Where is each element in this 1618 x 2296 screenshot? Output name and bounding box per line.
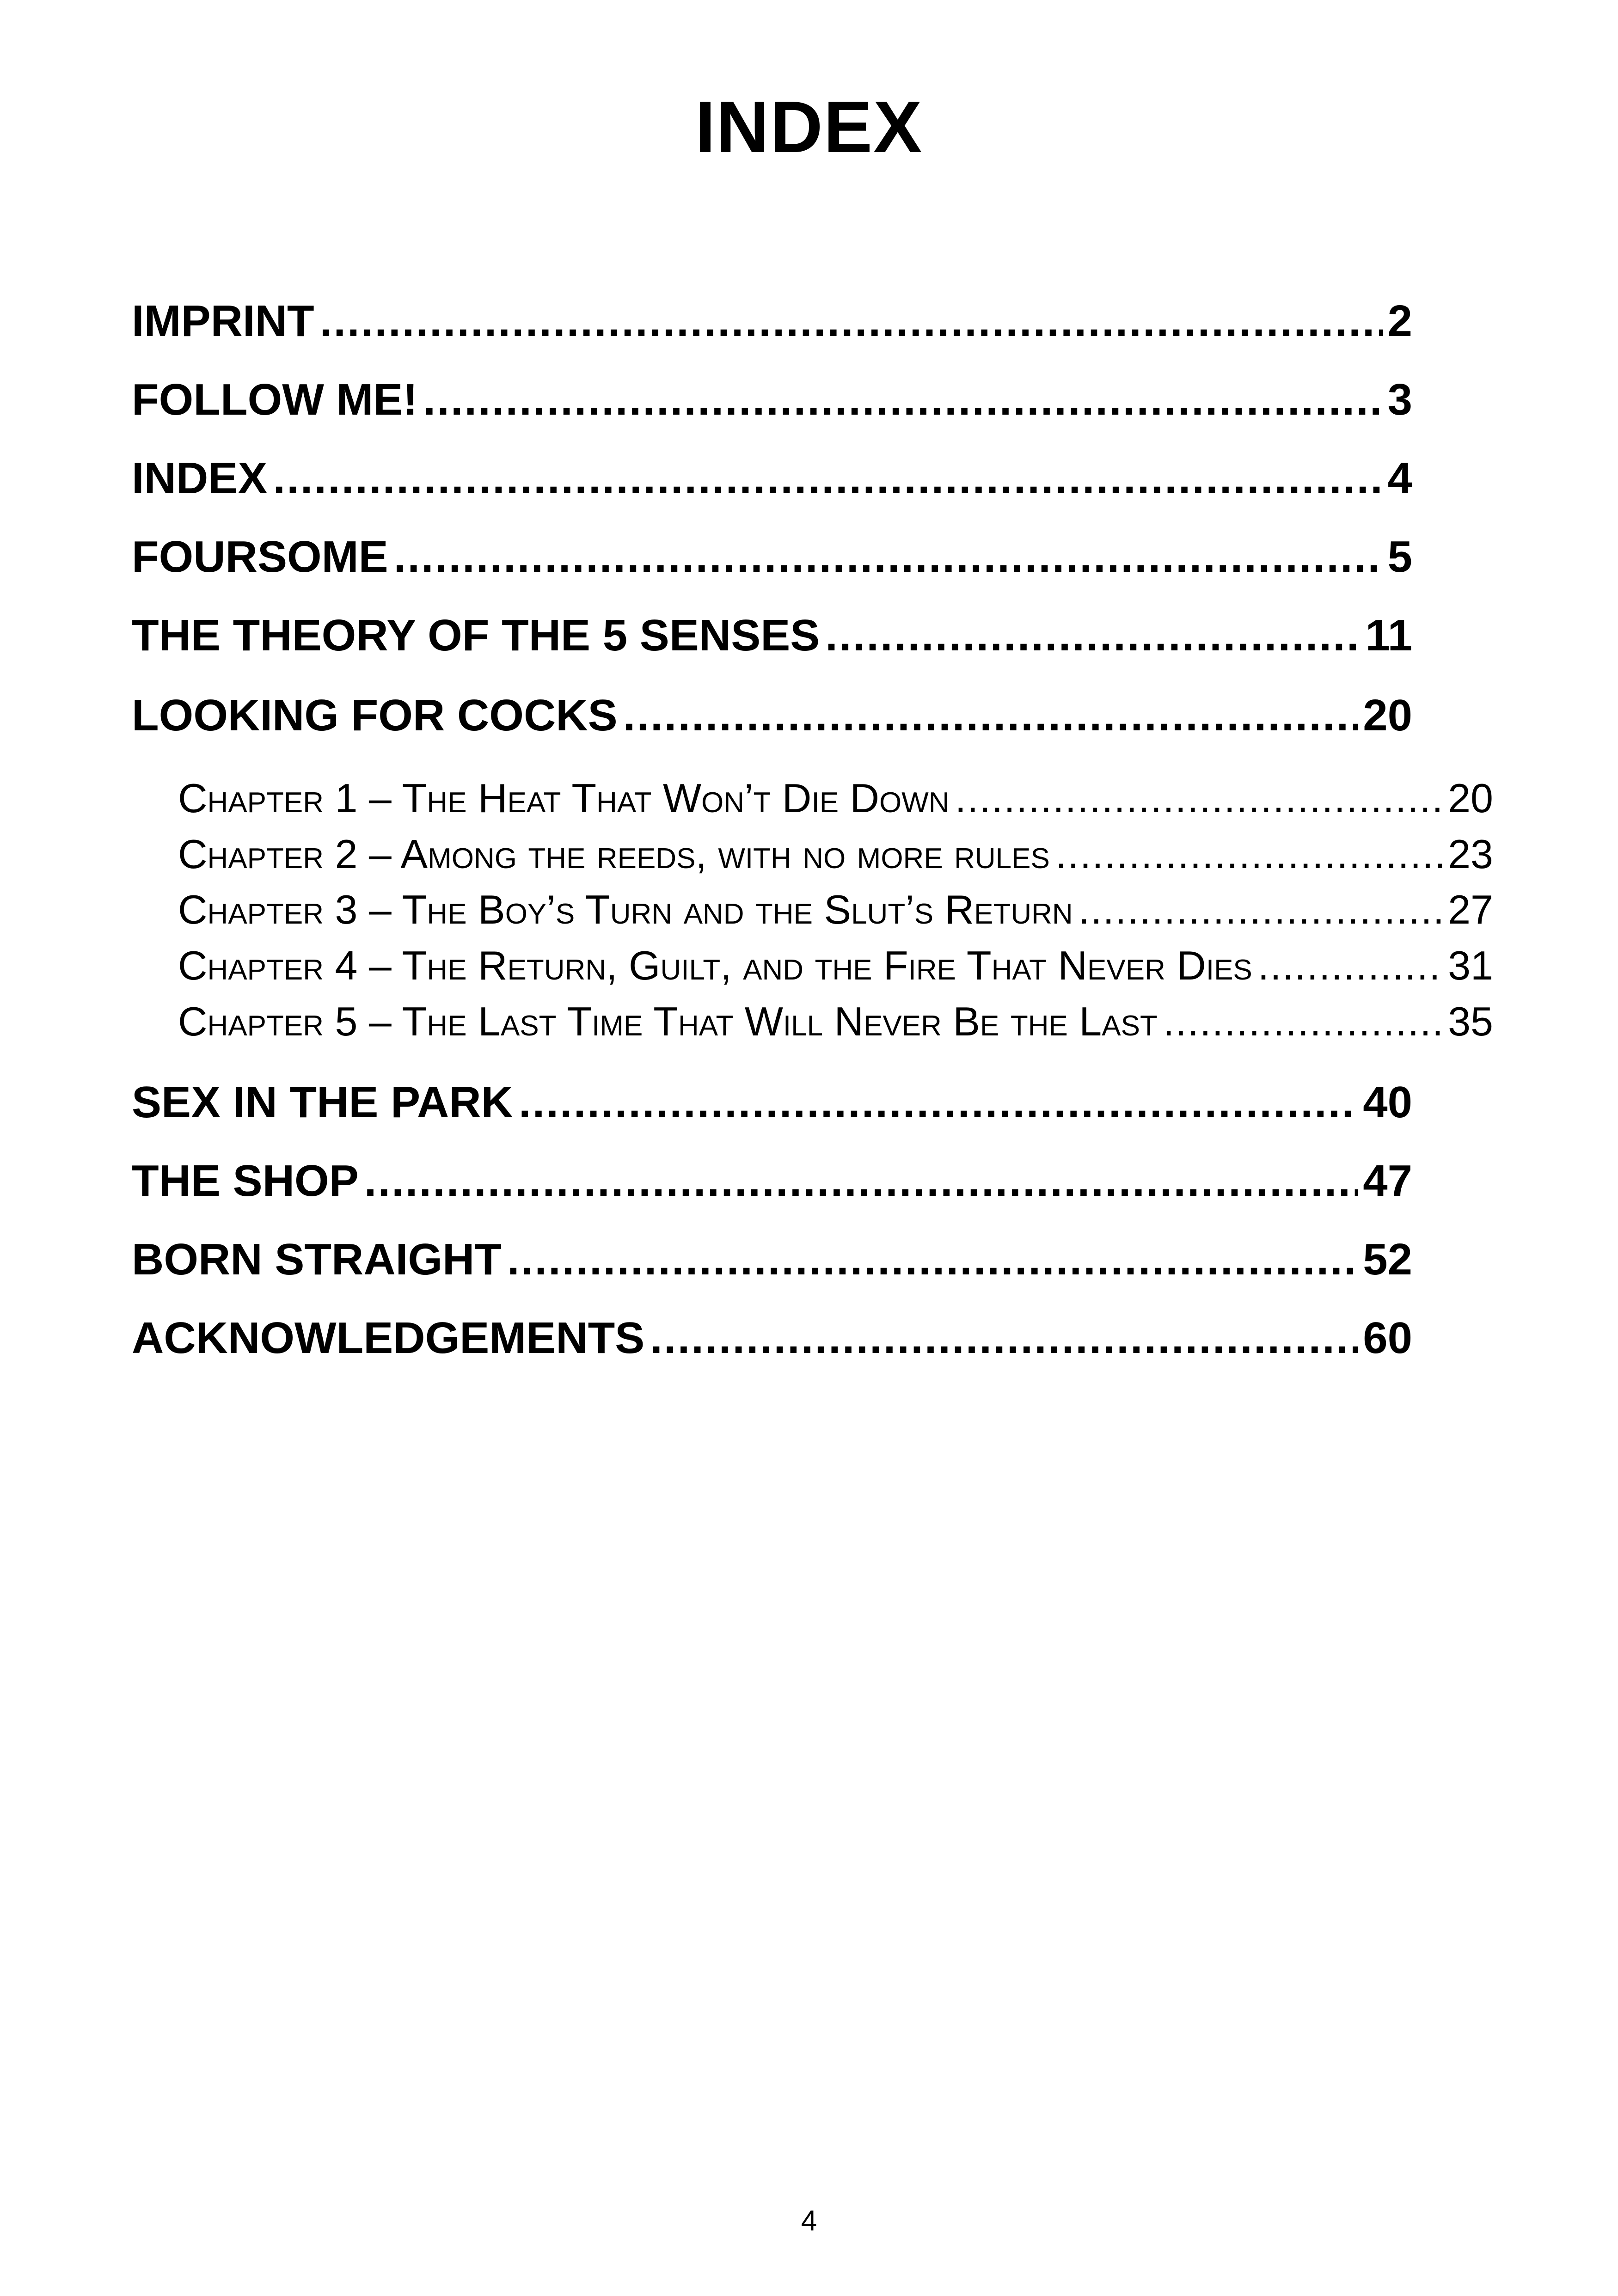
- dot-leader: [650, 1306, 1358, 1371]
- dot-leader: [1258, 940, 1443, 991]
- toc-entry-sex-in-the-park[interactable]: [132, 1070, 1412, 1135]
- toc-chapter-page: 23: [1448, 831, 1493, 877]
- toc-entry-foursome[interactable]: [132, 525, 1412, 589]
- toc-chapter-page: 31: [1448, 943, 1493, 988]
- dot-leader: [1055, 829, 1443, 880]
- toc-chapter-1[interactable]: [178, 773, 1493, 824]
- dot-leader: [519, 1070, 1358, 1135]
- toc-chapter-page: 27: [1448, 887, 1493, 932]
- toc-entry-label: IMPRINT: [132, 296, 314, 346]
- toc-chapter-page: 20: [1448, 775, 1493, 821]
- toc-chapter-3[interactable]: [178, 884, 1493, 935]
- toc-entry-born-straight[interactable]: [132, 1227, 1412, 1292]
- dot-leader: [955, 773, 1444, 824]
- toc-chapter-label: Chapter 4 – The Return, Guilt, and the Fire That Never Dies: [178, 943, 1252, 988]
- toc-entry-label: SEX IN THE PARK: [132, 1078, 513, 1127]
- dot-leader: [1079, 884, 1443, 935]
- toc-entry-page: 47: [1363, 1156, 1412, 1206]
- footer-page-number: 4: [801, 2205, 817, 2237]
- toc-chapter-page: 35: [1448, 998, 1493, 1044]
- toc-entry-looking-for-cocks[interactable]: [132, 683, 1412, 748]
- page-title: INDEX: [695, 86, 923, 168]
- toc-entry-page: 40: [1363, 1078, 1412, 1127]
- toc-entry-label: INDEX: [132, 453, 268, 503]
- toc-entry-label: THE SHOP: [132, 1156, 359, 1206]
- toc-chapter-2[interactable]: [178, 829, 1493, 880]
- toc-chapter-label: Chapter 3 – The Boy’s Turn and the Slut’s Return: [178, 887, 1073, 932]
- dot-leader: [394, 525, 1383, 589]
- toc-entry-page: 5: [1387, 532, 1412, 582]
- dot-leader: [825, 603, 1361, 668]
- toc-entry-page: 2: [1387, 296, 1412, 346]
- dot-leader: [423, 367, 1383, 432]
- dot-leader: [364, 1149, 1358, 1213]
- toc-entry-label: ACKNOWLEDGEMENTS: [132, 1313, 645, 1363]
- toc-entry-label: LOOKING FOR COCKS: [132, 691, 618, 740]
- toc-entry-page: 52: [1363, 1235, 1412, 1284]
- toc-chapter-4[interactable]: [178, 940, 1493, 991]
- toc-entry-page: 11: [1365, 611, 1412, 660]
- dot-leader: [623, 683, 1359, 748]
- toc-entry-acknowledgements[interactable]: [132, 1306, 1412, 1371]
- dot-leader: [1163, 996, 1443, 1047]
- toc-entry-label: THE THEORY OF THE 5 SENSES: [132, 611, 820, 660]
- toc-entry-label: FOURSOME: [132, 532, 388, 582]
- toc-entry-imprint[interactable]: [132, 289, 1412, 354]
- toc-entry-label: BORN STRAIGHT: [132, 1235, 502, 1284]
- toc-entry-page: 60: [1363, 1313, 1412, 1363]
- dot-leader: [320, 289, 1383, 354]
- dot-leader: [273, 446, 1383, 511]
- toc-entry-follow-me[interactable]: [132, 367, 1412, 432]
- dot-leader: [507, 1227, 1358, 1292]
- toc-chapter-label: Chapter 1 – The Heat That Won’t Die Down: [178, 775, 950, 821]
- toc-entry-index[interactable]: [132, 446, 1412, 511]
- toc-entry-the-shop[interactable]: [132, 1149, 1412, 1213]
- toc-chapter-label: Chapter 5 – The Last Time That Will Never Be the Last: [178, 998, 1158, 1044]
- toc-chapter-label: Chapter 2 – Among the reeds, with no more rules: [178, 831, 1050, 877]
- toc-entry-page: 4: [1387, 453, 1412, 503]
- toc-entry-page: 20: [1363, 691, 1412, 740]
- toc-entry-label: FOLLOW ME!: [132, 375, 418, 424]
- toc-entry-theory-of-5-senses[interactable]: [132, 603, 1412, 668]
- toc-chapter-5[interactable]: [178, 996, 1493, 1047]
- toc-entry-page: 3: [1387, 375, 1412, 424]
